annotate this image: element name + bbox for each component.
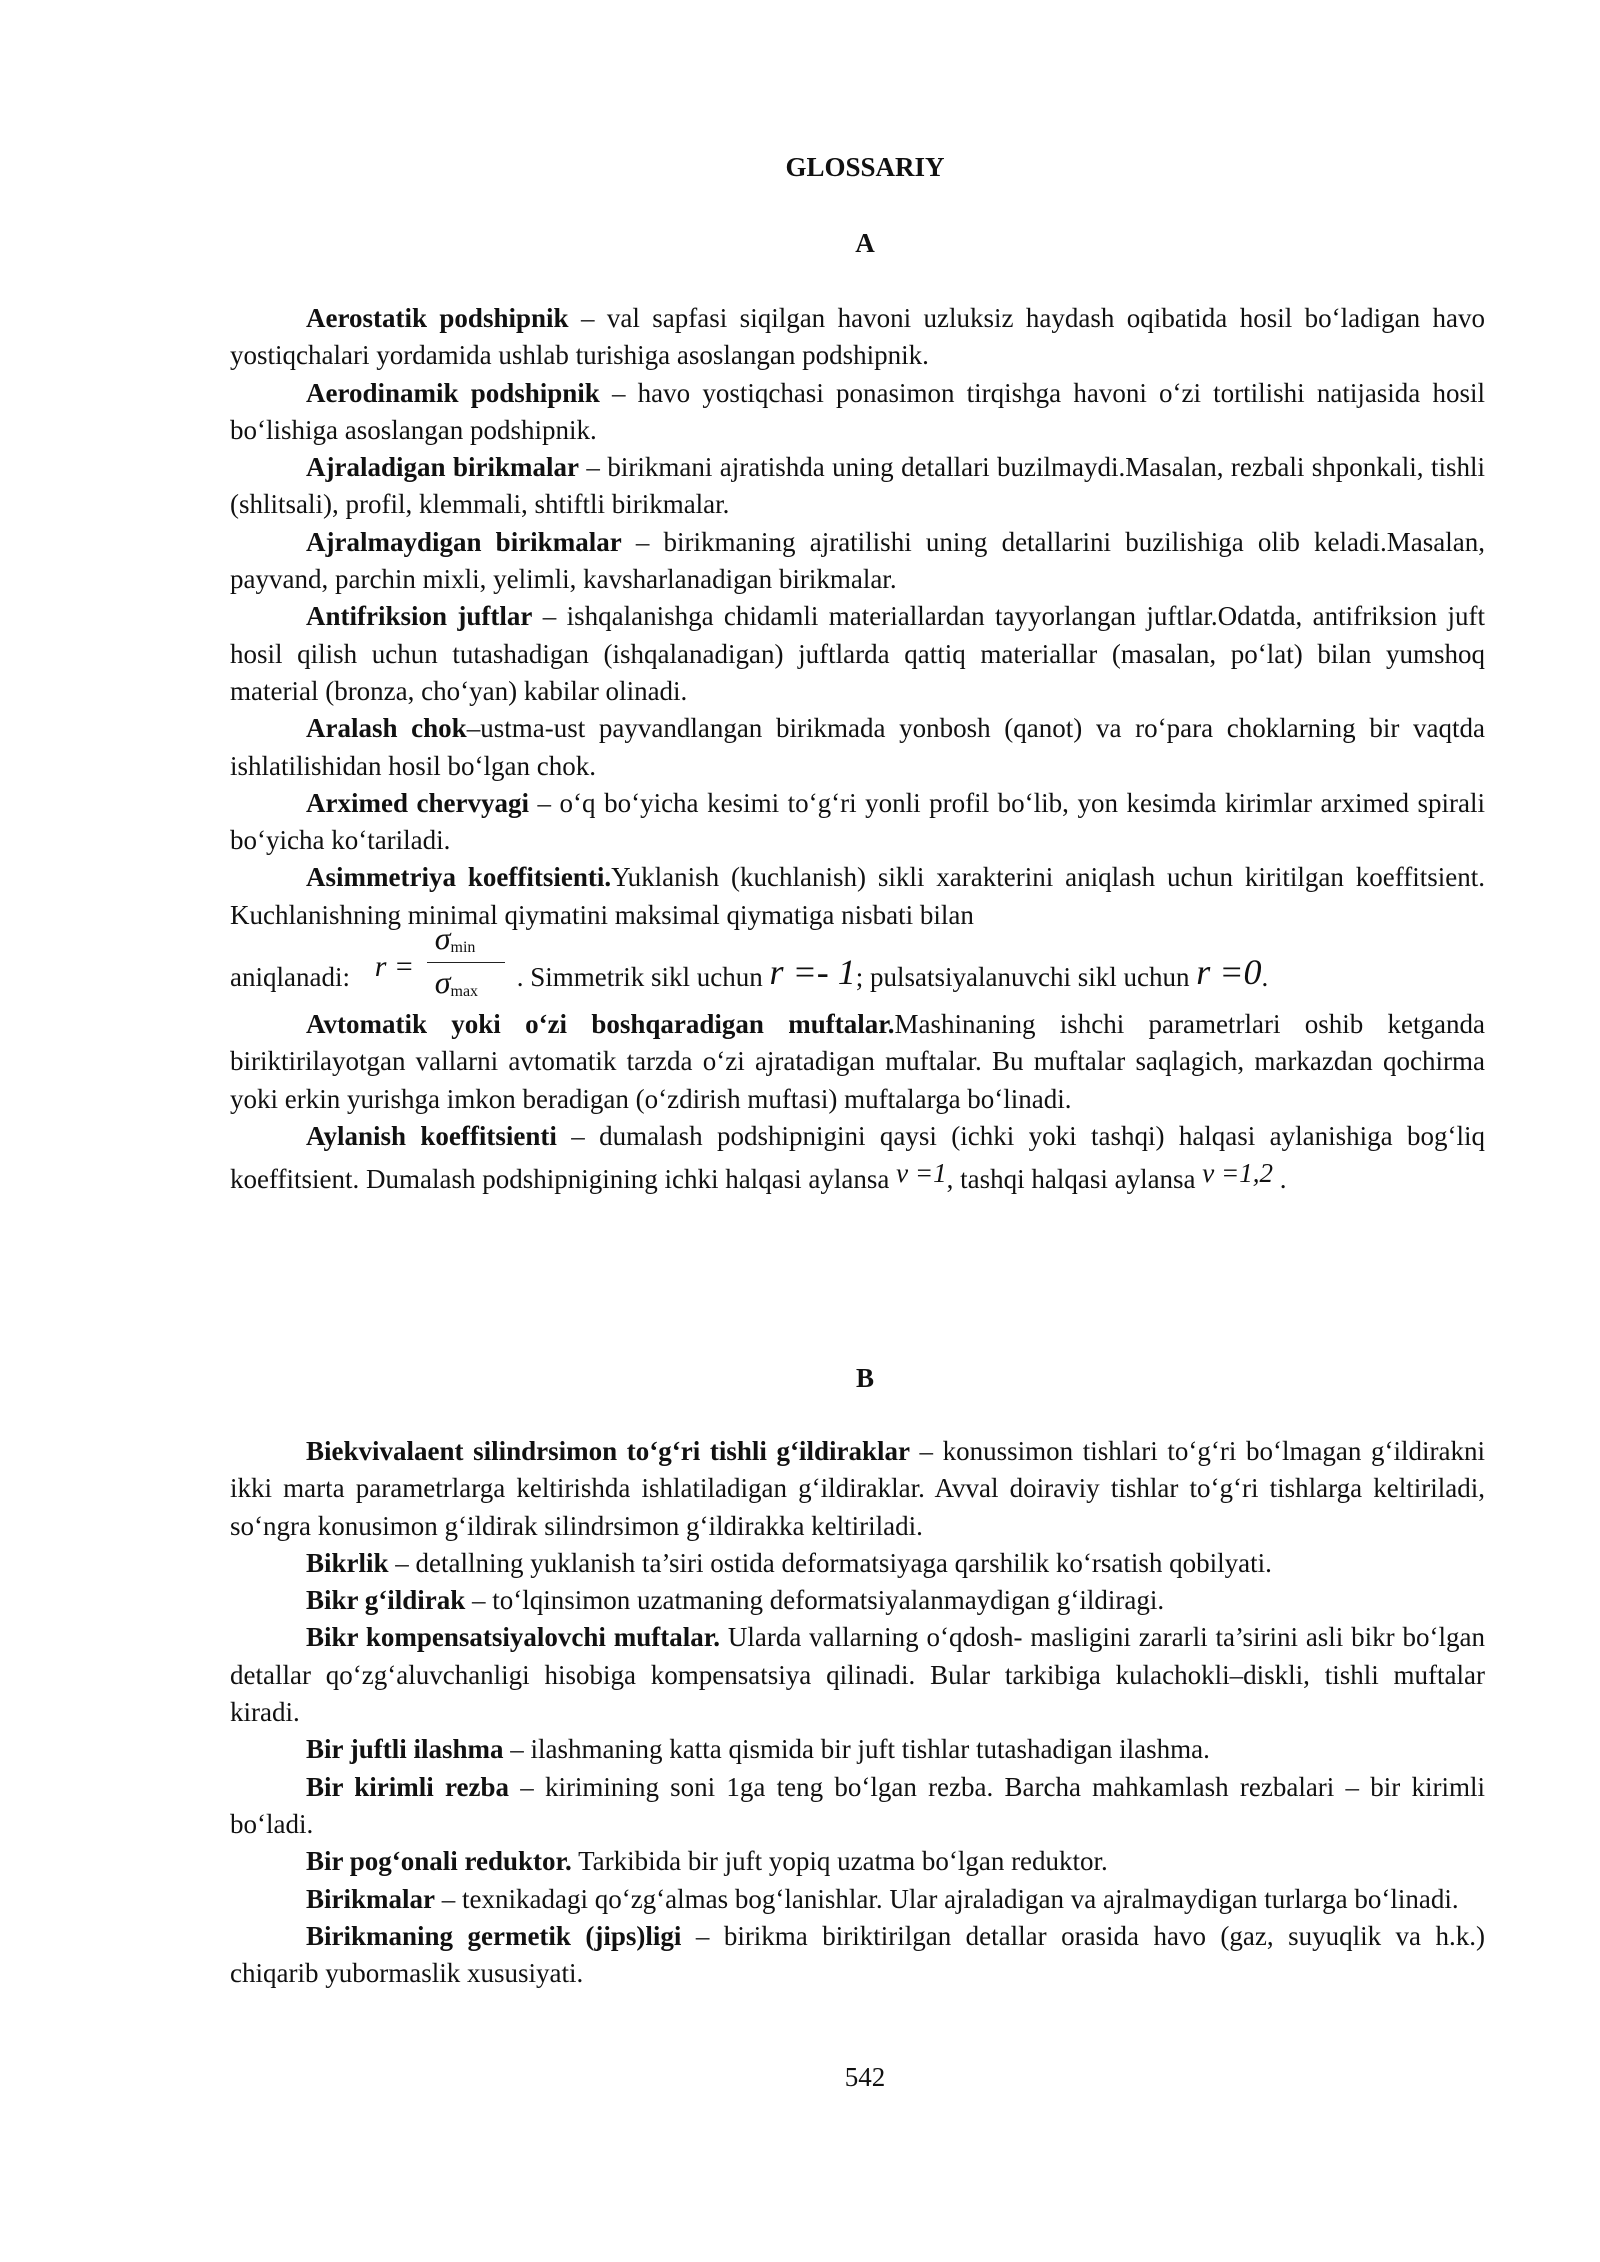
pulsating-cycle-formula: r =0 — [1196, 952, 1262, 993]
section-letter-b: B — [855, 1363, 874, 1393]
glossary-term: Antifriksion juftlar — [306, 601, 533, 632]
glossary-entry — [230, 1582, 1485, 1619]
subscript-max: max — [450, 983, 479, 1001]
formula-after-text: . Simmetrik sikl uchun — [516, 962, 770, 993]
glossary-term: Bikrlik — [306, 1547, 389, 1578]
glossary-term: Ajralmaydigan birikmalar — [306, 526, 622, 557]
glossary-entry — [230, 1545, 1485, 1582]
page-title: GLOSSARIY — [785, 152, 945, 182]
glossary-entry — [230, 1843, 1485, 1880]
glossary-definition: – birikma biriktirilgan detallar orasida havo (gaz, suyuqlik va h.k.) chiqarib yubormaslik xususiyati. — [230, 1920, 1485, 1989]
formula-numerator — [435, 920, 476, 966]
glossary-term: Aylanish koeffitsienti — [306, 1120, 557, 1151]
formula-lhs: r = — [374, 950, 415, 984]
formula-denominator — [435, 964, 478, 1010]
glossary-term: Bikr kompensatsiyalovchi muftalar. — [306, 1622, 721, 1653]
glossary-entry — [230, 598, 1485, 710]
glossary-definition: – texnikadagi qo‘zg‘almas bog‘lanishlar. Ular ajraladigan va ajralmaydigan turlarga bo‘linadi. — [435, 1883, 1459, 1914]
glossary-definition: – ishqalanishga chidamli materiallardan tayyorlangan juftlar.Odatda, antifriksion juft hosil qilish uchun tutashadigan (ishqalanadigan) juftlarda qattiq materiallar (masalan, po‘lat) bilan yumshoq material (bronza, cho‘yan) kabilar olinadi. — [230, 601, 1485, 706]
glossary-definition: – dumalash podshipnigini qaysi (ichki yoki tashqi) halqasi aylanishiga bog‘liq koeffitsient. Dumalash podshipnigining ichki halqasi aylansa — [230, 1120, 1485, 1195]
glossary-definition: –ustma-ust payvandlangan birikmada yonbosh (qanot) va ro‘para choklarning bir vaqtda ishlatilishidan hosil bo‘lgan chok. — [230, 713, 1485, 781]
glossary-term: Bikr g‘ildirak — [306, 1585, 466, 1616]
glossary-entry — [230, 1619, 1485, 1731]
glossary-definition: Tarkibida bir juft yopiq uzatma bo‘lgan reduktor. — [571, 1846, 1108, 1877]
glossary-term: Bir kirimli rezba — [306, 1771, 509, 1802]
asymmetry-fraction-formula — [363, 920, 513, 1006]
glossary-definition: – havo yostiqchasi ponasimon tirqishga havoni o‘zi tortilishi natijasida hosil bo‘lishiga asoslangan podshipnik. — [230, 377, 1485, 445]
glossary-term: Birikmaning germetik (jips)ligi — [306, 1920, 682, 1951]
formula-middle-text: ; pulsatsiyalanuvchi sikl uchun — [855, 962, 1197, 993]
glossary-section-a — [230, 300, 1485, 1199]
inner-ring-formula: v =1 — [896, 1158, 947, 1189]
glossary-term: Birikmalar — [306, 1883, 435, 1914]
glossary-entry — [230, 375, 1485, 450]
glossary-definition: – birikmani ajratishda uning detallari buzilmaydi.Masalan, rezbali shponkali, tishli (shlitsali), profil, klemmali, shtiftli birikmalar. — [230, 452, 1485, 520]
glossary-definition: Yuklanish (kuchlanish) sikli xarakterini aniqlash uchun kiritilgan koeffitsient. Kuchlanishning minimal qiymatini maksimal qiymatiga nisbati bilan — [230, 862, 1485, 930]
glossary-section-b — [230, 1433, 1485, 1992]
glossary-entry — [230, 1006, 1485, 1118]
glossary-entry — [230, 1881, 1485, 1918]
glossary-definition: – ilashmaning katta qismida bir juft tishlar tutashadigan ilashma. — [503, 1734, 1210, 1765]
glossary-definition-end: . — [1273, 1164, 1287, 1195]
glossary-definition-continued: , tashqi halqasi aylansa — [946, 1164, 1203, 1195]
fraction-bar — [427, 962, 505, 963]
glossary-entry — [230, 785, 1485, 860]
glossary-term: Aerostatik podshipnik — [306, 303, 569, 333]
glossary-term: Ajraladigan birikmalar — [306, 452, 579, 483]
glossary-term: Bir juftli ilashma — [306, 1734, 504, 1765]
glossary-definition: – birikmaning ajratilishi uning detallarini buzilishiga olib keladi.Masalan, payvand, parchin mixli, yelimli, kavsharlanadigan birikmalar. — [230, 526, 1485, 595]
glossary-definition: – o‘q bo‘yicha kesimi to‘g‘ri yonli profil bo‘lib, yon kesimda kirimlar arximed spirali bo‘yicha ko‘tariladi. — [230, 787, 1485, 856]
glossary-entry — [230, 300, 1485, 375]
page-number: 542 — [844, 2062, 886, 2092]
formula-lead-text: aniqlanadi: — [230, 962, 350, 993]
glossary-entry-asymmetry — [230, 859, 1485, 934]
glossary-definition: Ularda vallarning o‘qdosh- masligini zararli ta’sirini asli bikr bo‘lgan detallar qo‘zg‘aluvchanligi hisobiga kompensatsiya qilinadi. Bular tarkibiga kulachokli–diskli, tishli muftalar kiradi. — [230, 1622, 1485, 1728]
glossary-entry — [230, 1918, 1485, 1993]
sigma-symbol: σ — [434, 920, 451, 957]
glossary-entry — [230, 1769, 1485, 1844]
glossary-entry — [230, 449, 1485, 524]
glossary-entry — [230, 1433, 1485, 1545]
glossary-term: Avtomatik yoki o‘zi boshqaradigan muftalar. — [306, 1009, 895, 1040]
glossary-definition: – detallning yuklanish ta’siri ostida deformatsiyaga qarshilik ko‘rsatish qobilyati. — [388, 1547, 1272, 1578]
outer-ring-formula: v =1,2 — [1202, 1158, 1274, 1189]
glossary-entry — [230, 710, 1485, 785]
glossary-definition: – val sapfasi siqilgan havoni uzluksiz haydash oqibatida hosil bo‘ladigan havo yostiqchalari yordamida ushlab turishiga asoslangan podshipnik. — [230, 303, 1486, 371]
sigma-symbol: σ — [434, 964, 451, 1001]
glossary-term: Aerodinamik podshipnik — [306, 377, 600, 408]
glossary-definition: – kirimining soni 1ga teng bo‘lgan rezba. Barcha mahkamlash rezbalari – bir kirimli bo‘ladi. — [230, 1771, 1486, 1839]
glossary-term: Asimmetriya koeffitsienti. — [306, 862, 612, 893]
glossary-term: Arximed chervyagi — [306, 787, 529, 818]
glossary-term: Biekvivalaent silindrsimon to‘g‘ri tishli g‘ildiraklar — [306, 1436, 910, 1466]
glossary-entry — [230, 524, 1485, 599]
glossary-definition: – to‘lqinsimon uzatmaning deformatsiyalanmaydigan g‘ildiragi. — [465, 1585, 1165, 1616]
subscript-min: min — [450, 939, 476, 957]
formula-end-text: . — [1261, 962, 1269, 993]
glossary-term: Bir pog‘onali reduktor. — [306, 1846, 572, 1877]
glossary-entry — [230, 1731, 1485, 1768]
glossary-definition: – konussimon tishlari to‘g‘ri bo‘lmagan g‘ildirakni ikki marta parametrlarga keltirishda ishlatiladigan g‘ildiraklar. Avval doiraviy tishlar to‘g‘ri tishlarga keltiriladi, so‘ngra konusimon g‘ildirak silindrsimon g‘ildirakka keltiriladi. — [230, 1436, 1485, 1541]
glossary-definition: Mashinaning ishchi parametrlari oshib ketganda biriktirilayotgan vallarni avtomatik tarzda o‘zi ajratadigan muftalar. Bu muftalar saqlagich, markazdan qochirma yoki erkin yurishga imkon beradigan (o‘zdirish muftasi) muftalarga bo‘linadi. — [230, 1009, 1485, 1114]
symmetric-cycle-formula: r =- 1 — [769, 952, 856, 993]
asymmetry-formula-line — [230, 920, 1485, 1006]
section-letter-a: A — [855, 228, 875, 258]
glossary-entry-rotation — [230, 1118, 1485, 1199]
glossary-term: Aralash chok — [306, 713, 467, 744]
